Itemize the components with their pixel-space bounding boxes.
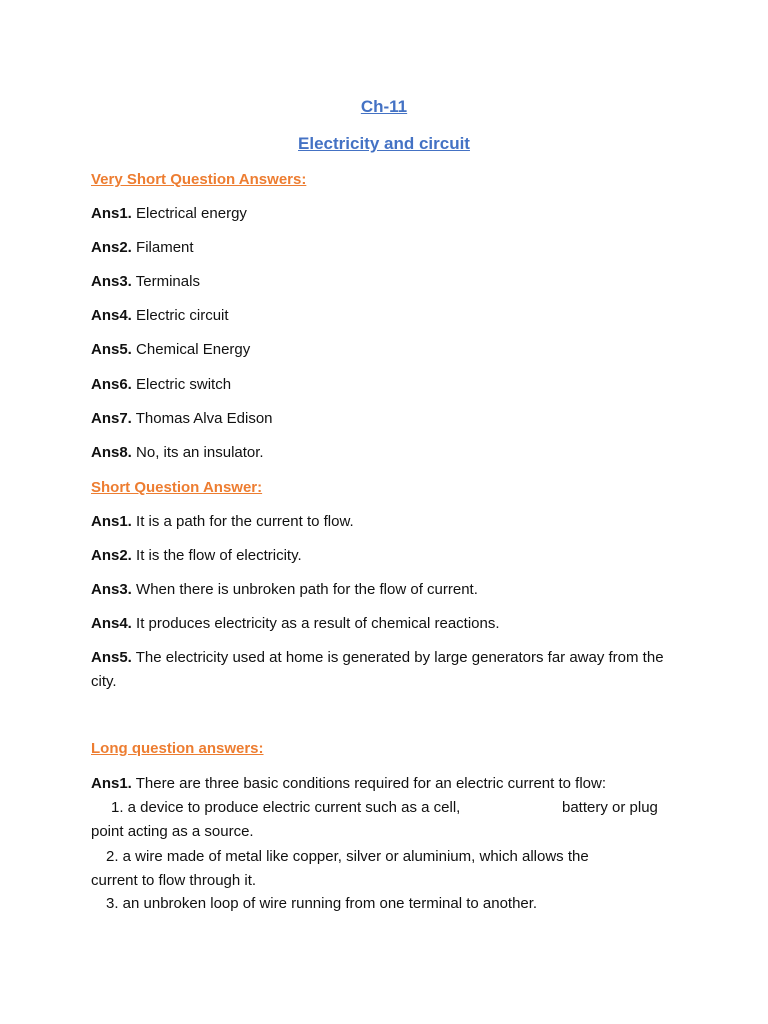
answer-text: There are three basic conditions required for an electric current to flow: [135,775,606,792]
answer-text: The electricity used at home is generated by large generators far away from the city. [91,649,664,690]
short-heading: Short Question Answer: [91,479,263,496]
answer-text: Electric circuit [136,307,229,324]
answer-label: Ans2. [91,547,132,564]
answer-text: No, its an insulator. [136,444,264,461]
chapter-title: Electricity and circuit [298,134,470,153]
answer-label: Ans8. [91,444,132,461]
very-short-answer-1 [91,205,247,222]
long-point-3: 3. an unbroken loop of wire running from one terminal to another. [106,895,538,912]
short-answer-5 [91,646,691,694]
answer-text: Thomas Alva Edison [135,410,273,427]
answer-text: Electrical energy [136,205,247,222]
long-point-2-part-a: 2. a wire made of metal like copper, silver or aluminium, which allows the [106,848,589,865]
answer-text: It produces electricity as a result of chemical reactions. [136,615,500,632]
answer-label: Ans1. [91,775,132,792]
short-answer-4 [91,615,500,632]
very-short-answer-8 [91,444,264,461]
answer-text: Electric switch [136,376,232,393]
short-answer-2 [91,547,302,564]
answer-label: Ans2. [91,239,132,256]
long-point-1-part-a: 1. a device to produce electric current such as a cell, [111,799,461,816]
very-short-heading: Very Short Question Answers: [91,171,307,188]
very-short-answer-6 [91,376,231,393]
short-answer-3 [91,581,478,598]
answer-label: Ans3. [91,273,132,290]
long-point-2-part-b: current to flow through it. [91,872,257,889]
answer-text: Terminals [135,273,200,290]
short-answer-1 [91,513,354,530]
long-heading: Long question answers: [91,740,264,757]
very-short-answer-4 [91,307,229,324]
long-answer-1-intro [91,775,606,792]
answer-label: Ans6. [91,376,132,393]
answer-text: It is the flow of electricity. [136,547,302,564]
answer-text: When there is unbroken path for the flow of current. [136,581,478,598]
long-point-1-part-c: point acting as a source. [91,823,254,840]
very-short-answer-7 [91,410,273,427]
answer-text: Chemical Energy [136,341,251,358]
answer-label: Ans4. [91,307,132,324]
answer-label: Ans1. [91,513,132,530]
very-short-answer-3 [91,273,200,290]
very-short-answer-5 [91,341,250,358]
answer-label: Ans7. [91,410,132,427]
long-point-1-part-b: battery or plug [562,799,658,816]
answer-text: It is a path for the current to flow. [136,513,354,530]
answer-label: Ans5. [91,649,132,666]
very-short-answer-2 [91,239,194,256]
answer-label: Ans5. [91,341,132,358]
chapter-number: Ch-11 [360,97,408,116]
answer-label: Ans3. [91,581,132,598]
answer-label: Ans1. [91,205,132,222]
answer-text: Filament [136,239,194,256]
answer-label: Ans4. [91,615,132,632]
